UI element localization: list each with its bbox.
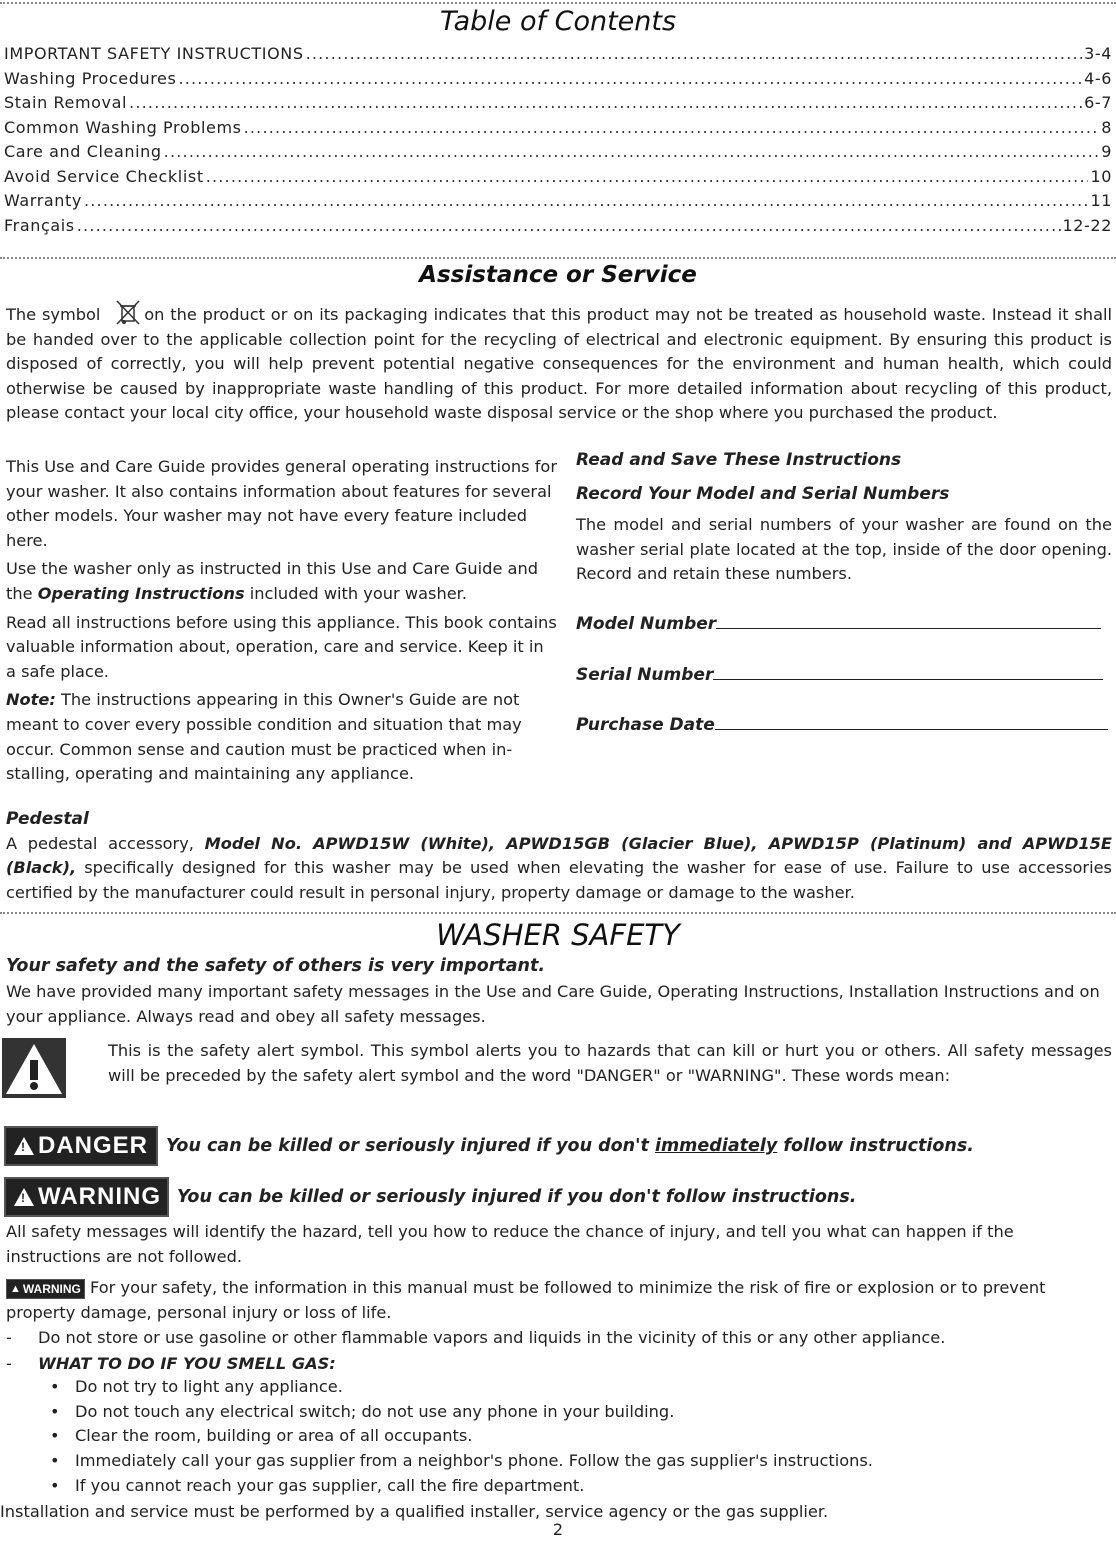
- model-number-label: Model Number: [576, 614, 717, 634]
- toc-entry[interactable]: [4, 167, 1112, 192]
- toc-entry-label: Stain Removal: [4, 93, 128, 112]
- toc-entry[interactable]: [4, 118, 1112, 143]
- record-numbers-text: The model and serial numbers of your washer are found on the washer serial plate located at the top, inside of the door opening. Record and retain these numbers.: [576, 515, 1112, 584]
- gas-bullet-item: • Do not touch any electrical switch; do not use any phone in your building.: [0, 1402, 1112, 1427]
- small-warning-badge-label: WARNING: [22, 1282, 81, 1296]
- toc-leader-dots: [206, 167, 1089, 186]
- washer-safety-title: WASHER SAFETY: [436, 918, 680, 952]
- toc-leader-dots: [306, 44, 1082, 63]
- toc-entry-page: 4-6: [1084, 68, 1112, 88]
- for-your-safety-text: For your safety, the information in this manual must be followed to minimize the risk of fire or explosion or to prevent property damage, personal injury or loss of life.: [6, 1278, 1046, 1322]
- toc-entry[interactable]: [4, 191, 1112, 216]
- toc-list: [4, 44, 1112, 240]
- purchase-date-label: Purchase Date: [576, 715, 715, 735]
- weee-paragraph: [6, 298, 1112, 426]
- intro-right-column: [576, 448, 1112, 587]
- toc-leader-dots: [244, 118, 1100, 137]
- dash2-text: WHAT TO DO IF YOU SMELL GAS:: [38, 1354, 336, 1373]
- model-number-line: [716, 628, 1101, 629]
- toc-entry-page: 9: [1101, 142, 1112, 161]
- gas-bullet-item: • If you cannot reach your gas supplier, call the fire department.: [0, 1476, 1112, 1501]
- small-warning-badge: [6, 1279, 85, 1299]
- all-messages-text: All safety messages will identify the hazard, tell you how to reduce the chance of injury, and tell you what can happen if the instructions are not followed.: [6, 1222, 1014, 1266]
- toc-entry-page: 8: [1101, 117, 1112, 137]
- assistance-title: Assistance or Service: [419, 262, 697, 288]
- read-all-paragraph: Read all instructions before using this appliance. This book contains valuable information about, operation, care and service. Keep it in a safe place.: [6, 612, 557, 681]
- dash-item-smell-gas: - WHAT TO DO IF YOU SMELL GAS:: [6, 1354, 336, 1373]
- note-paragraph: [6, 688, 558, 786]
- warning-text: You can be killed or seriously injured if you don't follow instructions.: [177, 1187, 857, 1207]
- pedestal-a: A pedestal accessory,: [6, 833, 194, 853]
- top-rule: [0, 2, 1116, 4]
- weee-text: on the product or on its packaging indicates that this product may not be treated as household waste. Instead it shall be handed over to the applicable collection point for the recycling of electrical and electronic equipment. By ensuring this product is disposed of correctly, you will help prevent potential negative consequences for the environment and human health, which could otherwise be caused by inappropriate waste handling of this product. For more detailed information about recycling of this product, please contact your local city office, your household waste disposal service or the shop where you purchased the product.: [6, 305, 1112, 423]
- serial-number-label: Serial Number: [576, 665, 714, 685]
- toc-entry[interactable]: [4, 44, 1112, 69]
- toc-entry-label: Washing Procedures: [4, 68, 177, 88]
- toc-entry-page: 6-7: [1084, 93, 1112, 112]
- pedestal-section: [6, 807, 1112, 905]
- intro-left-column: [6, 455, 558, 787]
- toc-leader-dots: [84, 191, 1088, 210]
- danger-text-underlined: immediately: [654, 1136, 778, 1156]
- toc-entry-page: 11: [1090, 191, 1112, 210]
- toc-entry-label: IMPORTANT SAFETY INSTRUCTIONS: [4, 44, 304, 63]
- toc-leader-dots: [77, 216, 1061, 235]
- safety-intro: We have provided many important safety messages in the Use and Care Guide, Operating Instructions, Installation Instructions and on your appliance. Always read and obey all safety messages.: [6, 982, 1100, 1026]
- pedestal-paragraph: [6, 832, 1112, 906]
- toc-title: Table of Contents: [439, 6, 677, 37]
- toc-entry-page: 3-4: [1084, 44, 1112, 63]
- toc-entry[interactable]: [4, 69, 1112, 94]
- toc-entry[interactable]: [4, 93, 1112, 118]
- danger-text: [166, 1136, 974, 1156]
- small-warning-alert-icon: ▲: [10, 1283, 21, 1295]
- for-your-safety-paragraph: [6, 1276, 1112, 1325]
- toc-entry-label: Common Washing Problems: [4, 117, 242, 137]
- warning-row: [4, 1177, 1112, 1217]
- toc-entry-label: Care and Cleaning: [4, 142, 162, 161]
- closing-text: Installation and service must be performed by a qualified installer, service agency or the gas supplier.: [0, 1502, 829, 1521]
- note-text: The instructions appearing in this Owner's Guide are not meant to cover every possible condition and situation that may occur. Common sense and caution must be practiced when in-stalling, operating and maintaining any appliance.: [6, 690, 522, 784]
- toc-entry-label: Warranty: [4, 191, 82, 210]
- warning-badge: [4, 1177, 169, 1217]
- dash1-text: Do not store or use gasoline or other flammable vapors and liquids in the vicinity of this or any other appliance.: [38, 1328, 946, 1347]
- divider-rule: [0, 257, 1116, 259]
- pedestal-c: specifically designed for this washer may be used when elevating the washer for ease of use. Failure to use accessories certified by the manufacturer could result in personal injury, property damage or damage to the washer.: [6, 858, 1112, 902]
- danger-badge: [4, 1126, 158, 1166]
- page-number: 2: [552, 1520, 564, 1539]
- toc-entry-label: Français: [4, 215, 75, 235]
- read-save-heading: Read and Save These Instructions: [576, 450, 902, 470]
- purchase-date-field: [576, 715, 1112, 735]
- gas-bullet-list: [0, 1377, 1112, 1500]
- danger-text-a: You can be killed or seriously injured if you don't: [166, 1136, 649, 1156]
- serial-number-field: [576, 665, 1112, 685]
- use-only-c: included with your washer.: [249, 583, 467, 603]
- gas-bullet-item: • Do not try to light any appliance.: [0, 1377, 1112, 1402]
- note-label: Note:: [6, 690, 56, 710]
- record-numbers-heading: Record Your Model and Serial Numbers: [576, 483, 950, 504]
- gas-bullet-item: • Clear the room, building or area of all occupants.: [0, 1426, 1112, 1451]
- toc-entry-page: 12-22: [1062, 215, 1112, 235]
- dash-item-gasoline: - Do not store or use gasoline or other flammable vapors and liquids in the vicinity of this or any other appliance.: [6, 1328, 946, 1347]
- weee-bin-icon: [114, 298, 142, 324]
- weee-prefix: The symbol: [6, 305, 101, 324]
- toc-entry-page: 10: [1090, 166, 1112, 186]
- danger-alert-icon: [14, 1137, 34, 1155]
- danger-text-b: follow instructions.: [783, 1136, 974, 1156]
- safety-subheading: Your safety and the safety of others is very important.: [6, 956, 545, 976]
- safety-alert-icon: [2, 1038, 66, 1098]
- purchase-date-line: [715, 729, 1108, 730]
- toc-leader-dots: [164, 142, 1100, 161]
- use-only-a: Use the washer only as instructed in this Use and Care Guide and the: [6, 559, 539, 603]
- warning-alert-icon: [14, 1188, 34, 1206]
- use-only-paragraph: [6, 557, 558, 606]
- use-care-paragraph: This Use and Care Guide provides general operating instructions for your washer. It also contains information about features for several other models. Your washer may not have every feature included here.: [6, 457, 557, 550]
- toc-entry[interactable]: [4, 216, 1112, 241]
- warning-badge-label: WARNING: [38, 1183, 161, 1210]
- pedestal-heading: Pedestal: [6, 809, 89, 829]
- toc-entry-label: Avoid Service Checklist: [4, 166, 204, 186]
- danger-badge-label: DANGER: [38, 1132, 149, 1159]
- serial-number-line: [713, 679, 1103, 680]
- danger-row: [4, 1126, 1112, 1166]
- pedestal-models: Model No. APWD15W (White), APWD15GB (Glacier Blue), APWD15P (Platinum) and APWD15E (Black),: [6, 833, 1112, 878]
- gas-bullet-item: • Immediately call your gas supplier from a neighbor's phone. Follow the gas supplier's instructions.: [0, 1451, 1112, 1476]
- toc-leader-dots: [178, 69, 1082, 88]
- safety-alert-text: This is the safety alert symbol. This symbol alerts you to hazards that can kill or hurt you or others. All safety messages will be preceded by the safety alert symbol and the word "DANGER" or "WARNING". These words mean:: [108, 1041, 1112, 1085]
- toc-entry[interactable]: [4, 142, 1112, 167]
- divider-rule-2: [0, 912, 1116, 914]
- operating-instructions-ref: Operating Instructions: [37, 583, 245, 603]
- model-number-field: [576, 614, 1112, 634]
- toc-leader-dots: [129, 93, 1082, 112]
